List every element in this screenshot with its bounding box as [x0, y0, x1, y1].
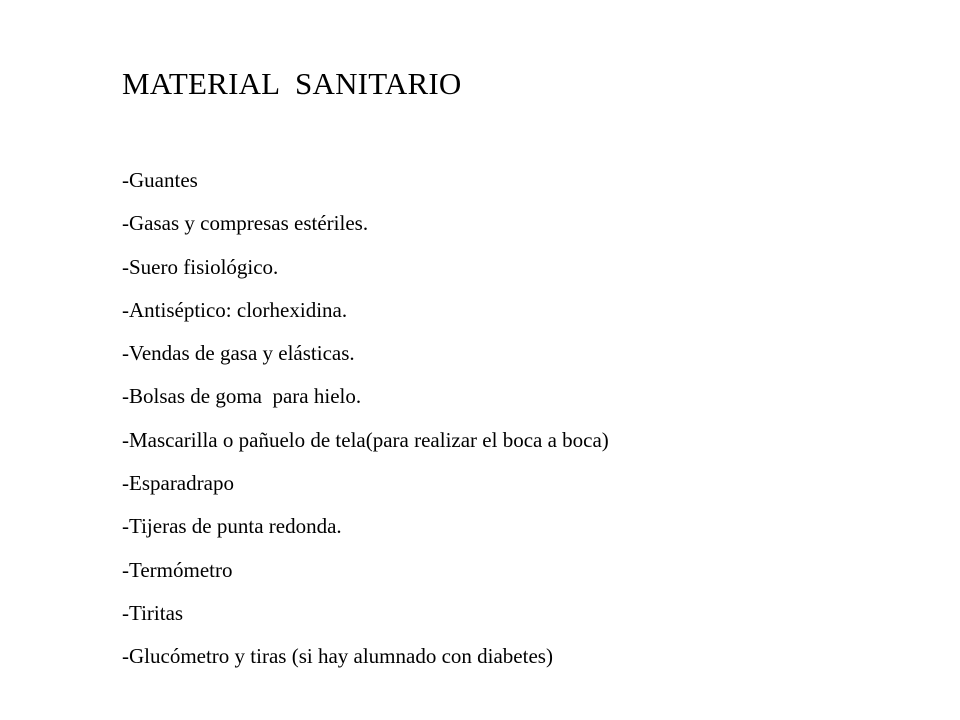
list-item: -Esparadrapo	[122, 471, 234, 496]
list-item: -Mascarilla o pañuelo de tela(para realizar el boca a boca)	[122, 427, 609, 452]
supply-list	[122, 164, 609, 684]
list-item: -Tiritas	[122, 600, 184, 625]
list-item: -Gasas y compresas estériles.	[122, 211, 369, 236]
list-item: -Guantes	[122, 168, 198, 192]
list-item: -Suero fisiológico.	[122, 254, 279, 279]
list-item: -Antiséptico: clorhexidina.	[122, 297, 348, 322]
list-item: -Termómetro	[122, 557, 233, 582]
list-item: -Vendas de gasa y elásticas.	[122, 341, 355, 366]
list-item: -Bolsas de goma para hielo.	[122, 384, 362, 409]
list-item: -Tijeras de punta redonda.	[122, 514, 342, 539]
list-item: -Glucómetro y tiras (si hay alumnado con diabetes)	[122, 644, 553, 669]
slide-title: MATERIAL SANITARIO	[122, 66, 462, 101]
